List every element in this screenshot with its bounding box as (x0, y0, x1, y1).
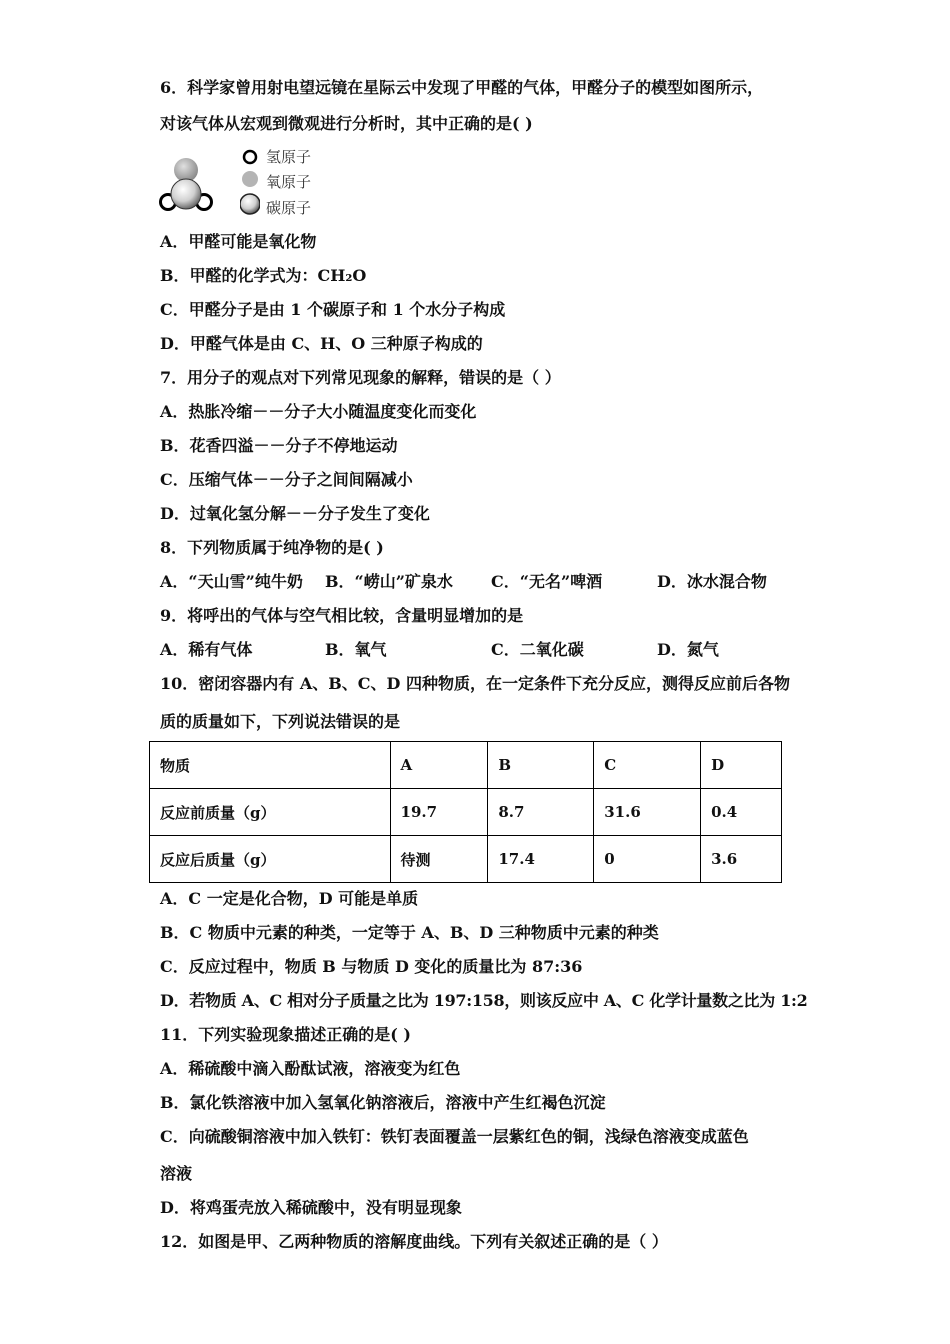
table-cell: 3.6 (701, 836, 782, 883)
q9-option-a: A．稀有气体 (160, 640, 253, 659)
table-cell: 0.4 (701, 789, 782, 836)
q10-option-c: C．反应过程中，物质 B 与物质 D 变化的质量比为 87:36 (160, 957, 583, 976)
formaldehyde-model-figure (156, 146, 356, 222)
table-cell: 待测 (390, 836, 488, 883)
q7-option-b: B．花香四溢－－分子不停地运动 (160, 436, 398, 455)
q9-stem: 9．将呼出的气体与空气相比较，含量明显增加的是 (160, 606, 524, 625)
q6-stem-line2: 对该气体从宏观到微观进行分析时，其中正确的是( ) (160, 114, 533, 133)
q9-option-d: D．氮气 (657, 640, 719, 659)
q11-option-a: A．稀硫酸中滴入酚酞试液，溶液变为红色 (160, 1059, 461, 1078)
q9-option-c: C．二氧化碳 (491, 640, 584, 659)
atom-legend-icons (240, 148, 260, 218)
table-cell: 17.4 (488, 836, 594, 883)
q10-stem-line2: 质的质量如下，下列说法错误的是 (160, 712, 401, 731)
q8-option-a: A．“天山雪”纯牛奶 (160, 572, 303, 591)
q12-stem: 12．如图是甲、乙两种物质的溶解度曲线。下列有关叙述正确的是（ ） (160, 1232, 668, 1251)
q6-option-b: B．甲醛的化学式为：CH₂O (160, 266, 367, 285)
q8-option-b: B．“崂山”矿泉水 (325, 572, 453, 591)
q7-option-d: D．过氧化氢分解－－分子发生了变化 (160, 504, 430, 523)
table-row (150, 836, 782, 883)
q11-stem: 11．下列实验现象描述正确的是( ) (160, 1025, 411, 1044)
mass-data-table (149, 741, 782, 883)
legend-carbon: 碳原子 (266, 199, 312, 217)
q6-stem-line1: 6．科学家曾用射电望远镜在星际云中发现了甲醛的气体，甲醛分子的模型如图所示， (160, 78, 764, 97)
q8-option-c: C．“无名”啤酒 (491, 572, 603, 591)
q10-option-d: D．若物质 A、C 相对分子质量之比为 197:158，则该反应中 A、C 化学计量数之比为 1:2 (160, 991, 808, 1010)
q11-option-c-cont: 溶液 (160, 1164, 193, 1183)
table-cell: 反应后质量（g） (150, 836, 391, 883)
q7-option-a: A．热胀冷缩－－分子大小随温度变化而变化 (160, 402, 477, 421)
table-header-cell: D (701, 742, 782, 789)
formaldehyde-molecule-icon (156, 146, 236, 222)
table-header-cell: C (594, 742, 701, 789)
table-header-cell: 物质 (150, 742, 391, 789)
table-row (150, 789, 782, 836)
table-cell: 31.6 (594, 789, 701, 836)
q6-option-d: D．甲醛气体是由 C、H、O 三种原子构成的 (160, 334, 483, 353)
q7-stem: 7．用分子的观点对下列常见现象的解释，错误的是（ ） (160, 368, 561, 387)
q6-option-c: C．甲醛分子是由 1 个碳原子和 1 个水分子构成 (160, 300, 506, 319)
table-header-row (150, 742, 782, 789)
q11-option-d: D．将鸡蛋壳放入稀硫酸中，没有明显现象 (160, 1198, 462, 1217)
q11-option-c: C．向硫酸铜溶液中加入铁钉：铁钉表面覆盖一层紫红色的铜，浅绿色溶液变成蓝色 (160, 1127, 749, 1146)
q8-option-d: D．冰水混合物 (657, 572, 767, 591)
legend-oxygen: 氧原子 (266, 173, 312, 191)
table-header-cell: A (390, 742, 488, 789)
q8-stem: 8．下列物质属于纯净物的是( ) (160, 538, 384, 557)
table-header-cell: B (488, 742, 594, 789)
table-cell: 8.7 (488, 789, 594, 836)
table-cell: 反应前质量（g） (150, 789, 391, 836)
q9-option-b: B．氧气 (325, 640, 387, 659)
q10-stem-line1: 10．密闭容器内有 A、B、C、D 四种物质，在一定条件下充分反应，测得反应前后各物 (160, 674, 790, 693)
legend-hydrogen: 氢原子 (266, 148, 312, 166)
table-cell: 19.7 (390, 789, 488, 836)
q7-option-c: C．压缩气体－－分子之间间隔减小 (160, 470, 413, 489)
q11-option-b: B．氯化铁溶液中加入氢氧化钠溶液后，溶液中产生红褐色沉淀 (160, 1093, 606, 1112)
q10-option-a: A．C 一定是化合物，D 可能是单质 (160, 889, 419, 908)
q6-option-a: A．甲醛可能是氧化物 (160, 232, 317, 251)
q10-option-b: B．C 物质中元素的种类，一定等于 A、B、D 三种物质中元素的种类 (160, 923, 659, 942)
table-cell: 0 (594, 836, 701, 883)
